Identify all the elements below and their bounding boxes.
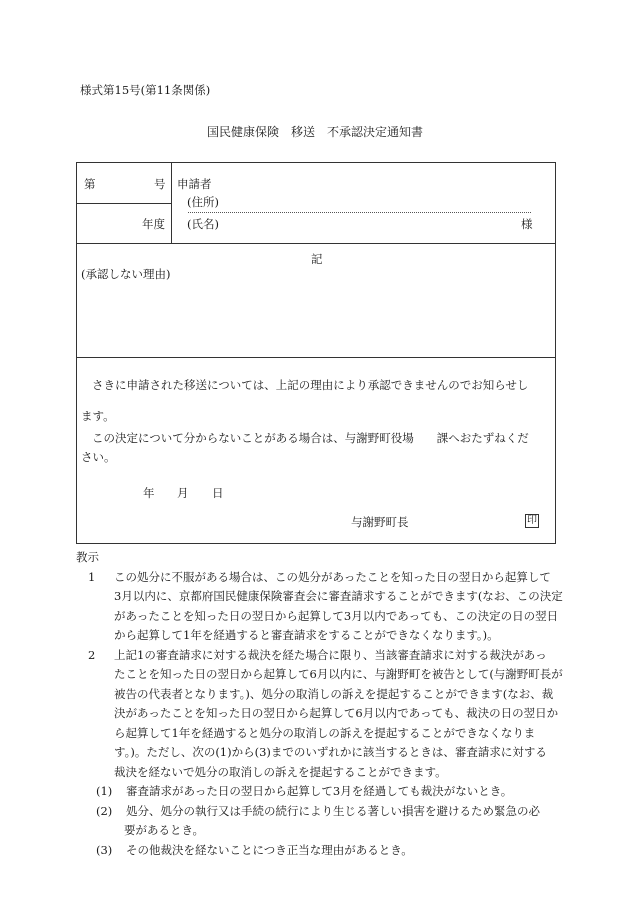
- left-column-divider: [171, 162, 172, 244]
- note-sub-item-1-line: 審査請求があった日の翌日から起算して3月を経過しても裁決がないとき。: [126, 784, 513, 798]
- note-item-1-line: があったことを知った日の翌日から起算して3月以内であっても、この決定の日の翌日: [114, 608, 559, 623]
- instruction-notes: [76, 548, 563, 860]
- honorific-sama: 様: [521, 217, 533, 231]
- message-line-2: ます。: [81, 409, 115, 423]
- note-sub-item-3: [80, 841, 560, 861]
- note-item-2-line: す。)。ただし、次の(1)から(3)までのいずれかに該当するときは、審査請求に対する: [114, 745, 547, 759]
- note-item-1-line: 3月以内に、京都府国民健康保険審査会に審査請求することができます(なお、この決定: [114, 589, 563, 603]
- address-label: (住所): [187, 195, 219, 209]
- applicant-section-divider: [76, 243, 556, 244]
- date-month: 月: [177, 486, 189, 500]
- note-sub-item-2-number: (2): [96, 803, 113, 818]
- applicant-label: 申請者: [177, 177, 212, 191]
- note-item-1: [80, 568, 560, 588]
- seal-stamp-box: 印: [527, 515, 537, 526]
- form-identifier: 様式第15号(第11条関係): [80, 83, 211, 97]
- note-item-1-line: から起算して1年を経過すると審査請求をすることができなくなります。)。: [114, 628, 499, 642]
- note-sub-item-1: [80, 782, 560, 802]
- note-sub-item-3-number: (3): [96, 842, 113, 857]
- note-item-2-line: たことを知った日の翌日から起算して6月以内に、与謝野町を被告として(与謝野町長が: [114, 667, 563, 681]
- message-line-4: さい。: [81, 450, 116, 464]
- note-sub-item-3-line: その他裁決を経ないことにつき正当な理由があるとき。: [126, 842, 413, 857]
- name-label: (氏名): [187, 217, 219, 231]
- note-item-2-line: 裁決を経ないで処分の取消しの訴えを提起することができます。: [114, 764, 447, 779]
- address-dotted-line: [188, 212, 531, 213]
- document-number-suffix: 号: [154, 177, 166, 191]
- issuer-name: 与謝野町長: [351, 515, 409, 529]
- note-item-2: [80, 646, 560, 666]
- reason-section-divider: [76, 357, 556, 358]
- message-line-3: この決定について分からないことがある場合は、与謝野町役場 課へおたずねくだ: [92, 431, 529, 445]
- note-item-2-line: 上記1の審査請求に対する裁決を経た場合に限り、当該審査請求に対する裁決があっ: [114, 647, 547, 662]
- ki-heading: 記: [311, 252, 323, 266]
- note-item-1-line: この処分に不服がある場合は、この処分があったことを知った日の翌日から起算して: [114, 569, 551, 584]
- note-sub-item-2-line: 処分、処分の執行又は手続の続行により生じる著しい損害を避けるため緊急の必: [126, 803, 540, 818]
- note-sub-item-1-number: (1): [96, 784, 113, 798]
- date-year: 年: [143, 486, 155, 500]
- document-number-prefix: 第: [84, 177, 96, 191]
- note-item-2-line: 被告の代表者となります。)、処分の取消しの訴えを提起することができます(なお、裁: [114, 686, 554, 701]
- document-title: 国民健康保険 移送 不承認決定通知書: [206, 125, 423, 139]
- note-item-2-line: ら起算して1年を経過すると処分の取消しの訴えを提起することができなくなりま: [114, 725, 536, 740]
- note-sub-item-2: [80, 802, 560, 822]
- notes-heading: 教示: [76, 550, 99, 564]
- fiscal-year-label: 年度: [142, 217, 165, 231]
- number-year-divider: [76, 203, 171, 204]
- message-line-1: さきに申請された移送については、上記の理由により承認できませんのでお知らせし: [92, 378, 529, 392]
- note-item-2-number: 2: [88, 647, 96, 662]
- note-item-2-line: 決があったことを知った日の翌日から起算して6月以内であっても、裁決の日の翌日か: [114, 706, 559, 720]
- reason-label: (承認しない理由): [81, 267, 171, 281]
- date-day: 日: [212, 486, 224, 500]
- note-sub-item-2-line: 要があるとき。: [124, 823, 205, 837]
- note-item-1-number: 1: [88, 569, 96, 584]
